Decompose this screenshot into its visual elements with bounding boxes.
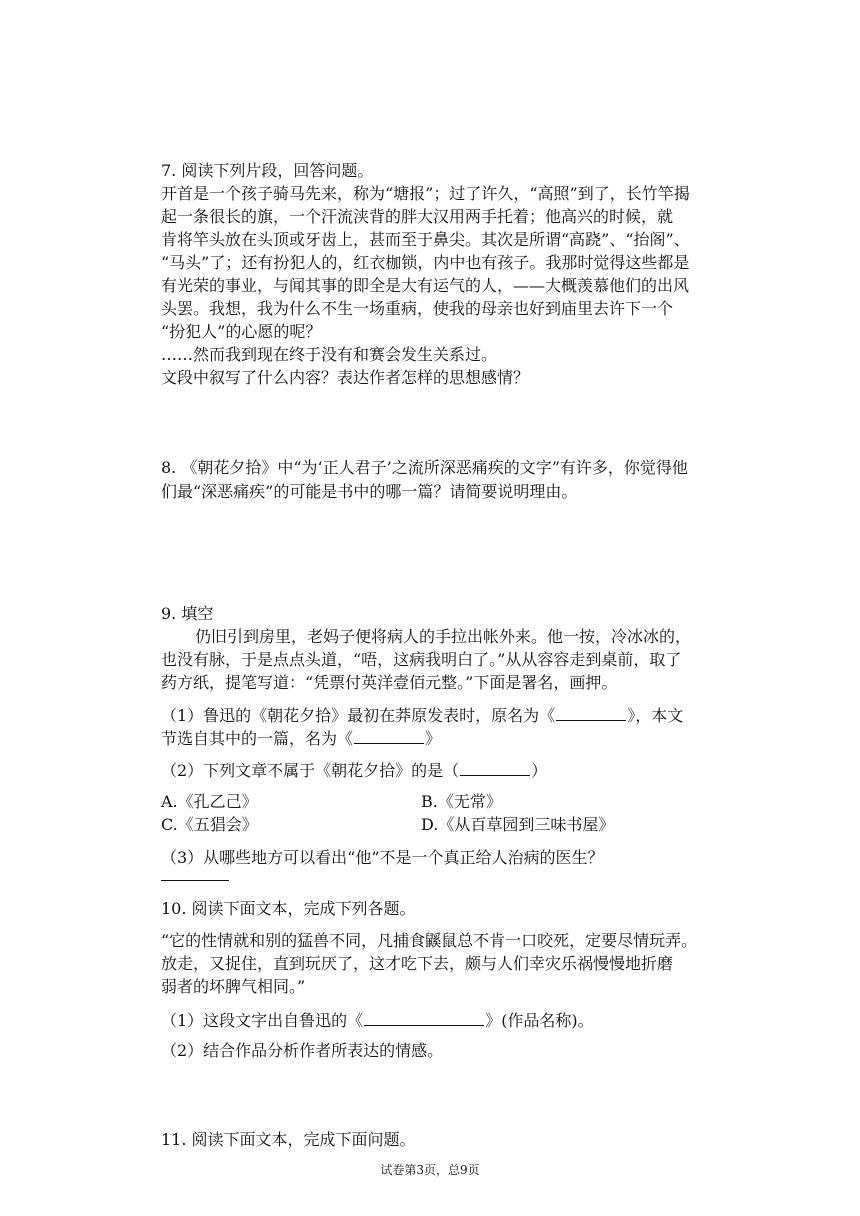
q9-sub2-text: （2）下列文章不属于《朝花夕拾》的是（ — [161, 761, 460, 780]
q9-passage-line: 药方纸，提笔写道：“凭票付英洋壹佰元整。”下面是署名，画押。 — [161, 673, 618, 692]
q9-option-c: C.《五猖会》 — [161, 815, 258, 834]
q10-passage-line: 放走，又捉住，直到玩厌了，这才吃下去，颇与人们幸灾乐祸慢慢地折磨 — [161, 954, 674, 973]
q7-passage-line: 头罢。我想，我为什么不生一场重病，使我的母亲也好到庙里去许下一个 — [161, 299, 674, 318]
q9-option-d: D.《从百草园到三味书屋》 — [421, 815, 615, 834]
q9-sub1-text-3: 节选自其中的一篇，名为《 — [161, 729, 354, 748]
q9-title: 9. 填空 — [161, 604, 214, 623]
q8-line: 8. 《朝花夕拾》中“为‘正人君子’之流所深恶痛疾的文字”有许多，你觉得他 — [161, 458, 688, 477]
q7-passage-line: “马头”了；还有扮犯人的，红衣枷锁，内中也有孩子。我那时觉得这些都是 — [161, 253, 690, 272]
q7-passage-line: ……然而我到现在终于没有和赛会发生关系过。 — [161, 345, 498, 364]
q9-sub1-text-2: 》，本文 — [627, 706, 684, 725]
q9-sub2-text-2: ） — [531, 761, 548, 780]
q9-option-a: A.《孔乙己》 — [161, 792, 258, 811]
q9-sub1-blank-original-title[interactable] — [556, 704, 626, 721]
q9-sub1-text: （1）鲁迅的《朝花夕拾》最初在莽原发表时，原名为《 — [161, 706, 556, 725]
q10-sub1-blank-work-title[interactable] — [364, 1009, 484, 1026]
q8-line: 们最“深恶痛疾”的可能是书中的哪一篇？请简要说明理由。 — [161, 482, 578, 501]
q9-option-b: B.《无常》 — [421, 792, 502, 811]
q10-passage-line: “它的性情就和别的猛兽不同，凡捕食鼷鼠总不肯一口咬死，定要尽情玩弄。 — [161, 931, 698, 950]
q7-passage-line: 肯将竿头放在头顶或牙齿上，甚而至于鼻尖。其次是所谓“高跷”、“抬阁”、 — [161, 230, 690, 249]
q11-title: 11. 阅读下面文本，完成下面问题。 — [161, 1130, 416, 1149]
q9-sub1-text-4: 》 — [425, 729, 442, 748]
q9-passage-line: 也没有脉，于是点点头道，“唔，这病我明白了。”从从容容走到桌前，取了 — [161, 650, 682, 669]
q10-title: 10. 阅读下面文本，完成下列各题。 — [161, 899, 416, 918]
q9-sub2-line — [161, 759, 547, 782]
q7-question: 文段中叙写了什么内容？表达作者怎样的思想感情？ — [161, 368, 530, 387]
q9-sub3-answer-blank[interactable] — [161, 880, 229, 881]
q10-sub2: （2）结合作品分析作者所表达的情感。 — [161, 1041, 444, 1060]
q9-sub3: （3）从哪些地方可以看出“他”不是一个真正给人治病的医生？ — [161, 848, 604, 867]
q9-sub1-line2 — [161, 727, 441, 750]
q7-passage-line: 有光荣的事业，与闻其事的即全是大有运气的人，——大概羡慕他们的出风 — [161, 276, 690, 295]
q10-sub1-line — [161, 1009, 594, 1032]
q10-sub1-text-2: 》(作品名称)。 — [485, 1011, 594, 1030]
q9-sub1-blank-chapter[interactable] — [354, 727, 424, 744]
q10-passage-line: 弱者的坏脾气相同。” — [161, 977, 306, 996]
q7-passage-line: “扮犯人”的心愿的呢？ — [161, 322, 322, 341]
q7-passage-line: 起一条很长的旗，一个汗流浃背的胖大汉用两手托着；他高兴的时候，就 — [161, 207, 674, 226]
q7-passage-line: 开首是一个孩子骑马先来，称为“塘报”；过了许久，“高照”到了，长竹竿揭 — [161, 184, 690, 203]
q9-sub2-blank-answer[interactable] — [460, 759, 530, 776]
q9-passage-line: 仍旧引到房里，老妈子便将病人的手拉出帐外来。他一按，冷冰冰的， — [195, 627, 692, 646]
q7-title: 7. 阅读下列片段，回答问题。 — [161, 161, 374, 180]
q9-sub1-line1 — [161, 704, 683, 727]
page-footer: 试卷第3页，总9页 — [380, 1163, 480, 1177]
q10-sub1-text: （1）这段文字出自鲁迅的《 — [161, 1011, 364, 1030]
